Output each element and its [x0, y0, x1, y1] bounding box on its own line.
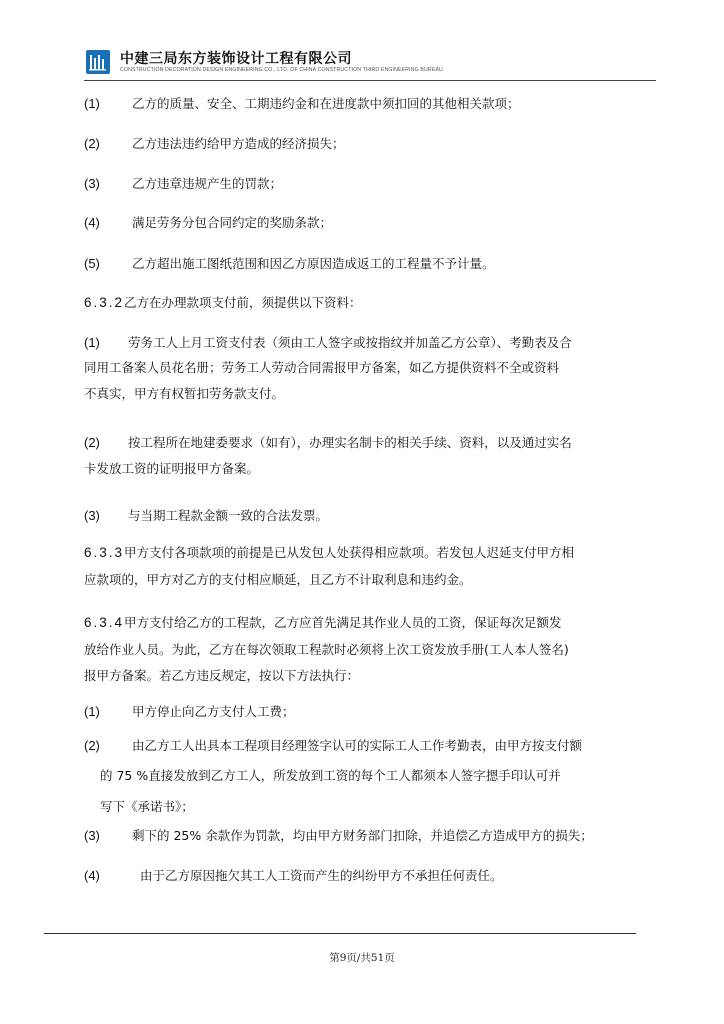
page-header: [86, 46, 656, 82]
clause-item: (5) 乙方超出施工图纸范围和因乙方原因造成返工的工程量不予计量。: [84, 256, 495, 271]
clause-item: (4) 由于乙方原因拖欠其工人工资而产生的纠纷甲方不承担任何责任。: [84, 868, 503, 883]
page-number: 第9页/共51页: [329, 952, 395, 964]
clause-continuation: 应款项的，甲方对乙方的支付相应顺延，且乙方不计取利息和违约金。: [84, 572, 472, 587]
clause-item: (2) 由乙方工人出具本工程项目经理签字认可的实际工人工作考勤表，由甲方按支付额: [84, 738, 583, 753]
clause-continuation: 卡发放工资的证明报甲方备案。: [84, 461, 260, 476]
clause-item: (1) 甲方停止向乙方支付人工费；: [84, 704, 295, 719]
clause-item: (3) 乙方违章违规产生的罚款；: [84, 176, 283, 191]
clause-item: (1) 乙方的质量、安全、工期违约金和在进度款中须扣回的其他相关款项；: [84, 96, 520, 111]
clause-continuation: 报甲方备案。若乙方违反规定，按以下方法执行：: [84, 668, 360, 683]
company-name: 中建三局东方装饰设计工程有限公司: [120, 51, 352, 67]
clause-continuation: 放给作业人员。为此，乙方在每次领取工程款时必须将上次工资发放手册(工人本人签名): [84, 642, 569, 657]
company-logo-icon: [86, 50, 110, 74]
clause-continuation: 的 75 %直接发放到乙方工人，所发放到工资的每个工人都须本人签字摁手印认可并: [100, 768, 561, 783]
clause-continuation: 写下《承诺书》；: [100, 799, 194, 814]
clause-item: (2) 乙方违法违约给甲方造成的经济损失；: [84, 136, 345, 151]
footer-divider: [44, 933, 636, 934]
clause-item: (2) 按工程所在地建委要求（如有），办理实名制卡的相关手续、资料，以及通过实名: [84, 435, 572, 450]
header-divider: [84, 80, 656, 81]
clause-item: (3) 与当期工程款金额一致的合法发票。: [84, 508, 329, 523]
clause-item: (1) 劳务工人上月工资支付表（须由工人签字或按指纹并加盖乙方公章）、考勤表及合: [84, 335, 572, 350]
clause-continuation: 同用工备案人员花名册；劳务工人劳动合同需报甲方备案，如乙方提供资料不全或资料: [84, 360, 560, 375]
section-paragraph: 6.3.3甲方支付各项款项的前提是已从发包人处获得相应款项。若发包人迟延支付甲方相: [84, 545, 575, 560]
section-paragraph: 6.3.4甲方支付给乙方的工程款，乙方应首先满足其作业人员的工资，保证每次足额发: [84, 615, 562, 630]
clause-continuation: 不真实，甲方有权暂扣劳务款支付。: [84, 386, 285, 401]
clause-item: (3) 剩下的 25% 余款作为罚款，均由甲方财务部门扣除，并追偿乙方造成甲方的损失；: [84, 828, 593, 843]
section-heading: 6.3.2乙方在办理款项支付前，须提供以下资料：: [84, 295, 362, 310]
clause-item: (4) 满足劳务分包合同约定的奖励条款；: [84, 215, 333, 230]
company-name-english: CONSTRUCTION DECORATION DESIGN ENGINEERING CO., LTD. OF CHINA CONSTRUCTION THIRD ENGINEERING BUREAU: [120, 67, 443, 73]
